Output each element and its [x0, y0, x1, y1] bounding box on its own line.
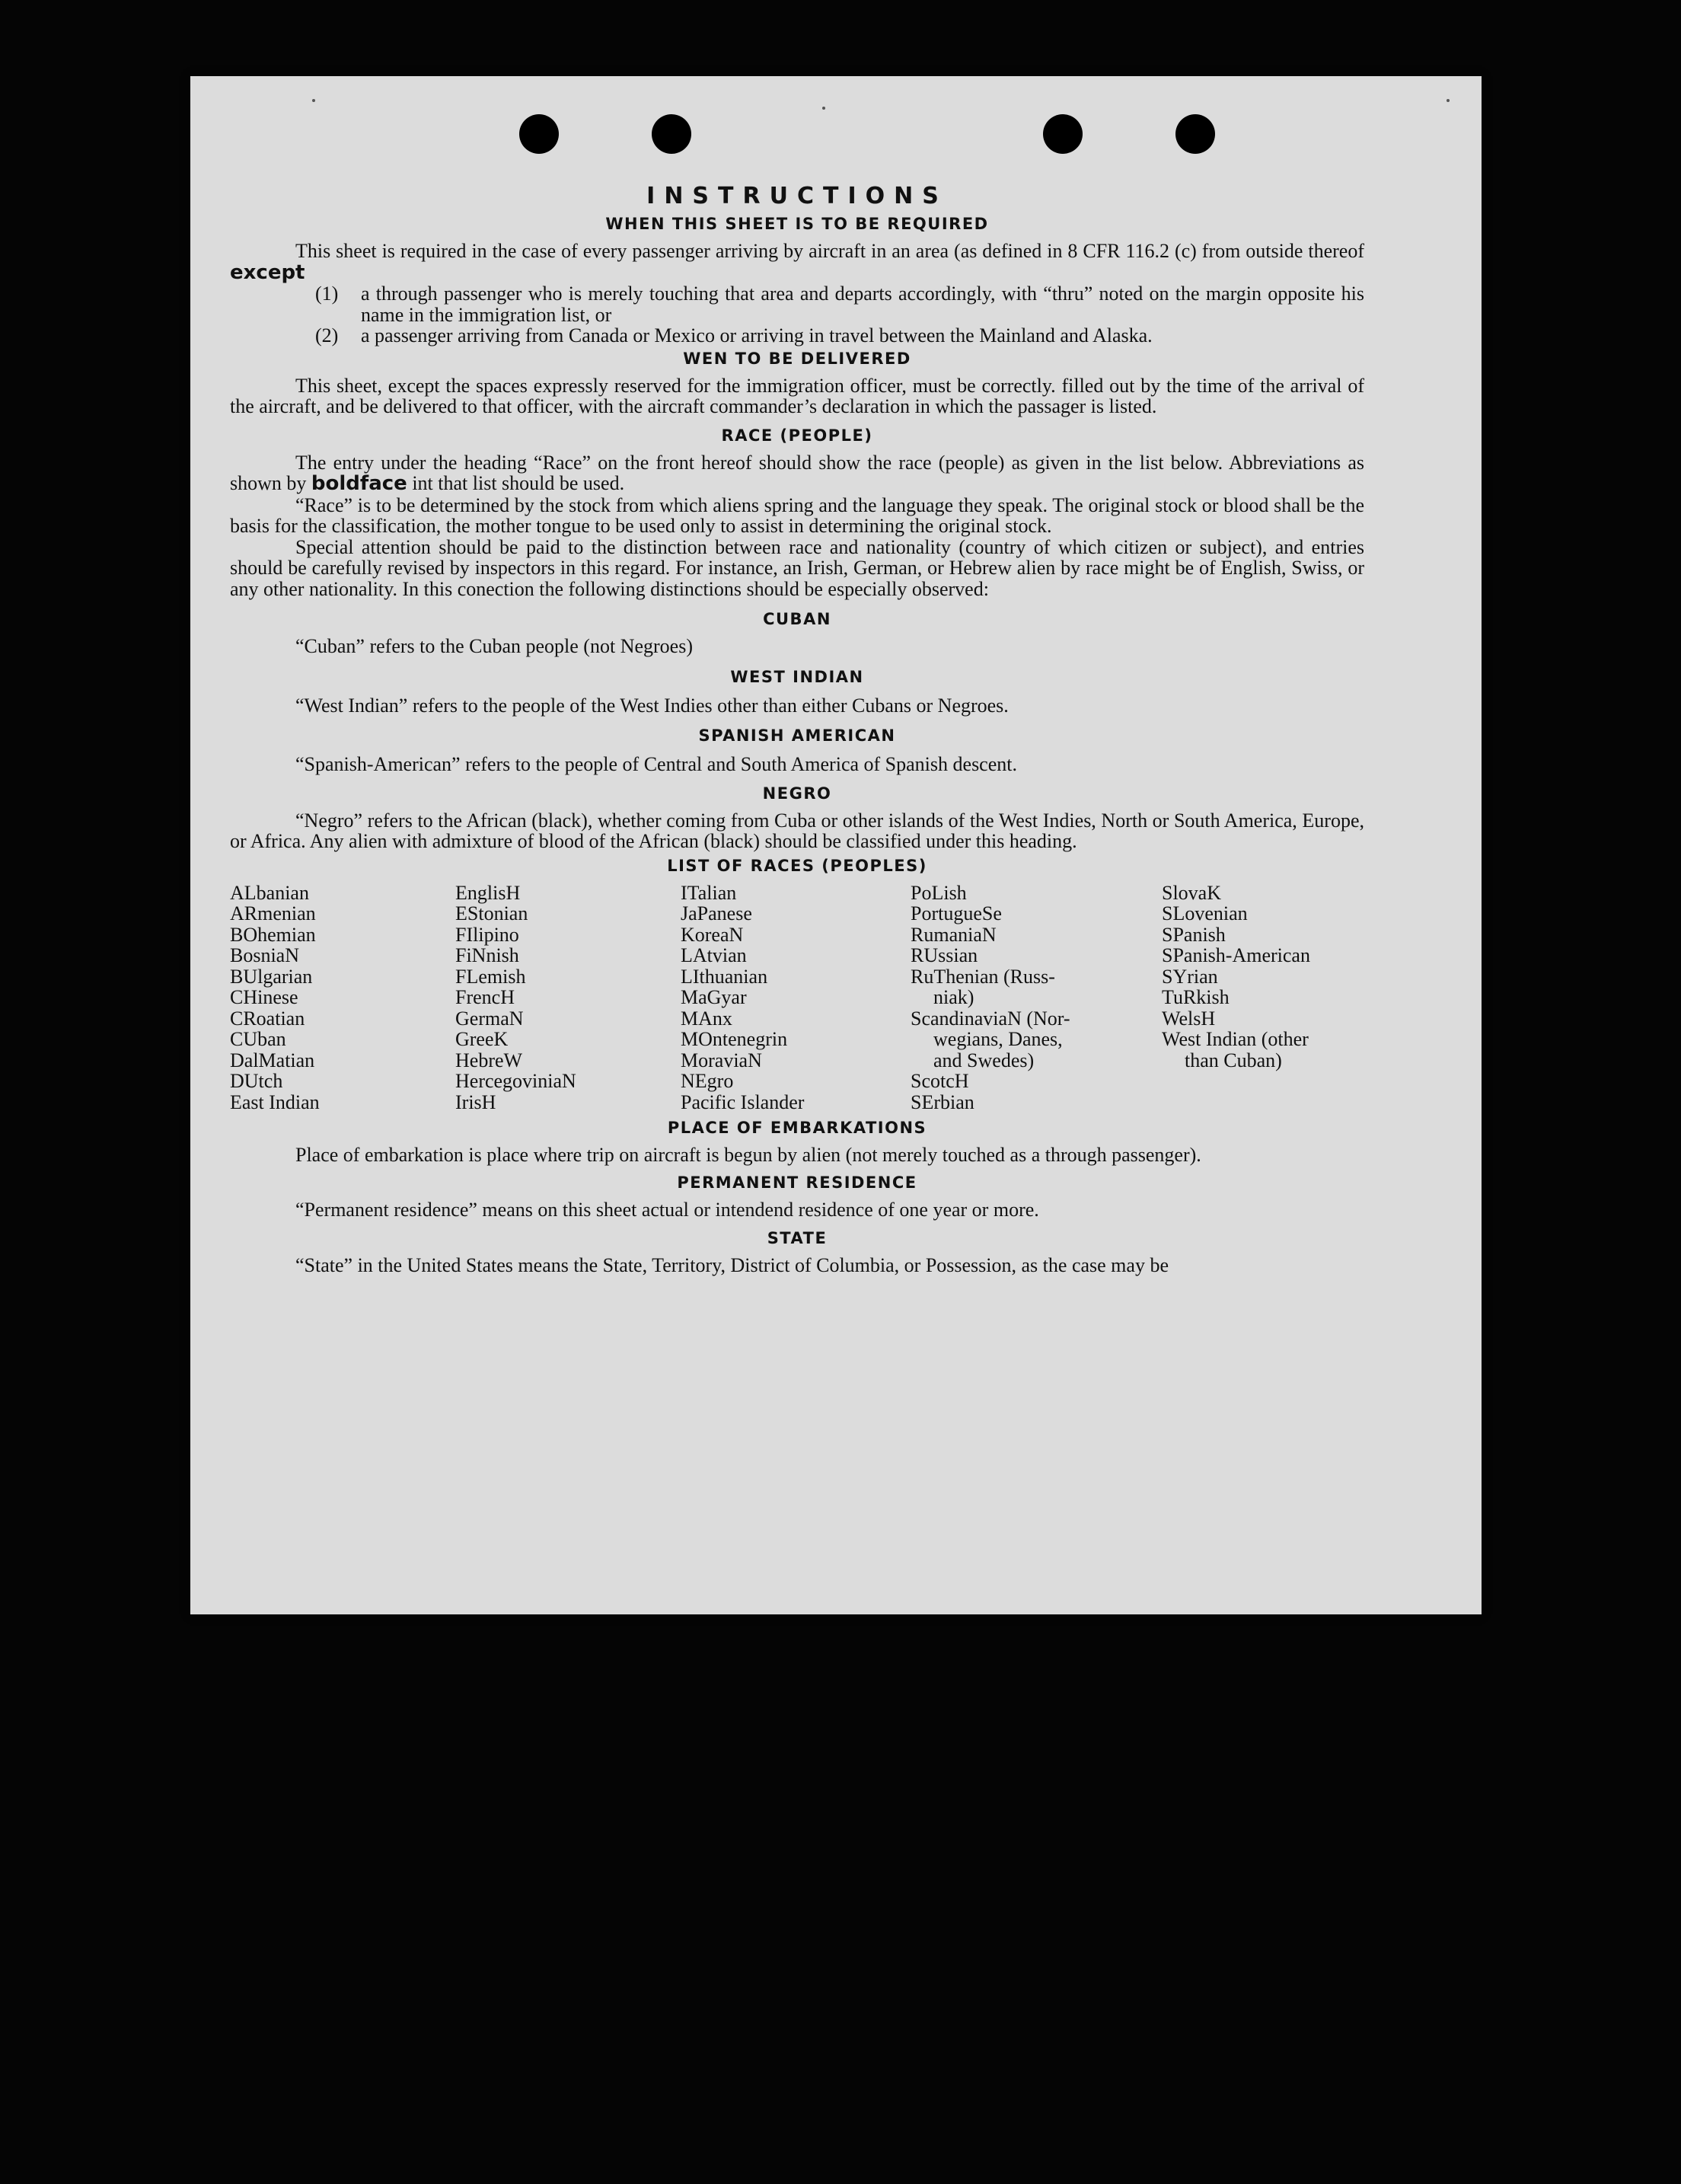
- document-sheet: [190, 76, 1482, 1614]
- race-entry: ARmenian: [230, 902, 316, 924]
- boldface-emphasis: boldface: [311, 472, 407, 495]
- race-entry: FiNnish: [455, 944, 519, 966]
- races-table: [230, 883, 1364, 1113]
- race-entry: PortugueSe: [911, 902, 1002, 924]
- section-title-cuban: CUBAN: [763, 610, 831, 628]
- section-title-west-indian: WEST INDIAN: [730, 667, 864, 686]
- races-column: [1162, 883, 1364, 1113]
- punch-hole: [652, 114, 691, 154]
- spanish-american-text: “Spanish-American” refers to the people of Central and South America of Spanish descent.: [295, 753, 1017, 775]
- race-entry: HebreW: [455, 1049, 523, 1071]
- list-item: (1) a through passenger who is merely touching that area and departs accordingly, with “thru” noted on the margin opposite his name in the immigration list, or: [315, 283, 1364, 326]
- section-title-embarkation: PLACE OF EMBARKATIONS: [667, 1119, 927, 1137]
- race-entry: MoraviaN: [681, 1049, 762, 1071]
- state-text: “State” in the United States means the State, Territory, District of Columbia, or Possession, as the case may be: [295, 1254, 1169, 1276]
- race-entry: SLovenian: [1162, 902, 1248, 924]
- races-column: [230, 883, 455, 1113]
- race-entry: MAnx: [681, 1007, 732, 1030]
- race-entry: EnglisH: [455, 881, 521, 904]
- race-entry: CRoatian: [230, 1007, 305, 1030]
- race-paragraph-2: “Race” is to be determined by the stock from which aliens spring and the language they speak. The original stock or blood shall be the basis for the classification, the mother tongue to be used only to assist in determining the original stock.: [230, 493, 1364, 537]
- race-entry: HercegoviniaN: [455, 1070, 576, 1092]
- dust-speck: [822, 107, 825, 110]
- section-title-list-of-races: LIST OF RACES (PEOPLES): [667, 856, 927, 875]
- race-entry: CUban: [230, 1028, 286, 1050]
- race-entry: LIthuanian: [681, 965, 768, 988]
- race-entry: LAtvian: [681, 944, 747, 966]
- punch-hole: [519, 114, 559, 154]
- residence-text: “Permanent residence” means on this sheet actual or intendend residence of one year or more.: [295, 1198, 1039, 1221]
- race-entry: SYrian: [1162, 965, 1218, 988]
- race-entry: ScotcH: [911, 1070, 969, 1092]
- race-entry-continued: and Swedes): [933, 1049, 1035, 1071]
- race-entry: RUssian: [911, 944, 978, 966]
- cuban-text: “Cuban” refers to the Cuban people (not Negroes): [295, 635, 693, 657]
- race-entry: SlovaK: [1162, 881, 1221, 904]
- negro-text: “Negro” refers to the African (black), whether coming from Cuba or other islands of the West Indies, North or South America, Europe, or Africa. Any alien with admixture of blood of the African (black) should be classified under this heading.: [230, 809, 1364, 852]
- race-entry: KoreaN: [681, 923, 744, 946]
- race-entry-continued: wegians, Danes,: [933, 1028, 1063, 1050]
- race-entry: MOntenegrin: [681, 1028, 788, 1050]
- punch-hole: [1175, 114, 1215, 154]
- section-title-residence: PERMANENT RESIDENCE: [677, 1173, 917, 1192]
- instructions-text: [230, 183, 1364, 1276]
- race-entry: SPanish: [1162, 923, 1226, 946]
- race-entry: NEgro: [681, 1070, 734, 1092]
- race-entry: RumaniaN: [911, 923, 997, 946]
- race-entry: DalMatian: [230, 1049, 315, 1071]
- race-paragraph-1: The entry under the heading “Race” on the front hereof should show the race (people) as given in the list below. Abbreviations as shown by boldface int that list should be used.: [230, 451, 1364, 495]
- race-entry: ALbanian: [230, 881, 309, 904]
- races-column: [911, 883, 1162, 1113]
- race-entry: PoLish: [911, 881, 967, 904]
- race-entry: SErbian: [911, 1090, 974, 1113]
- race-entry: GreeK: [455, 1028, 509, 1050]
- race-entry: BosniaN: [230, 944, 299, 966]
- section-title-state: STATE: [767, 1229, 828, 1247]
- race-entry-continued: than Cuban): [1185, 1049, 1282, 1071]
- section-title-delivered: WEN TO BE DELIVERED: [683, 349, 911, 368]
- west-indian-text: “West Indian” refers to the people of the West Indies other than either Cubans or Negroes.: [295, 694, 1009, 717]
- punch-hole: [1043, 114, 1083, 154]
- race-entry: DUtch: [230, 1070, 283, 1092]
- delivered-text: This sheet, except the spaces expressly reserved for the immigration officer, must be correctly. filled out by the time of the arrival of the aircraft, and be delivered to that officer, with the aircraft commander’s declaration in which the passager is listed.: [230, 374, 1364, 417]
- required-intro: This sheet is required in the case of every passenger arriving by aircraft in an area (as defined in 8 CFR 116.2 (c) from outside thereof except: [230, 240, 1364, 284]
- race-entry: CHinese: [230, 986, 298, 1008]
- race-entry: BOhemian: [230, 923, 316, 946]
- race-entry: IrisH: [455, 1090, 496, 1113]
- race-entry: SPanish-American: [1162, 944, 1310, 966]
- race-entry: GermaN: [455, 1007, 524, 1030]
- dust-speck: [312, 99, 315, 102]
- race-entry-continued: niak): [933, 986, 974, 1008]
- page-heading: INSTRUCTIONS: [646, 183, 948, 209]
- section-title-spanish-american: SPANISH AMERICAN: [698, 726, 896, 745]
- section-title-race: RACE (PEOPLE): [721, 426, 873, 445]
- race-entry: JaPanese: [681, 902, 752, 924]
- race-entry: ScandinaviaN (Nor-: [911, 1007, 1070, 1030]
- except-emphasis: except: [230, 260, 305, 284]
- race-entry: MaGyar: [681, 986, 747, 1008]
- races-column: [681, 883, 911, 1113]
- race-entry: FLemish: [455, 965, 526, 988]
- races-column: [455, 883, 681, 1113]
- race-entry: FIlipino: [455, 923, 519, 946]
- section-title-required: WHEN THIS SHEET IS TO BE REQUIRED: [605, 215, 989, 233]
- race-entry: RuThenian (Russ-: [911, 965, 1055, 988]
- race-entry: Pacific Islander: [681, 1090, 805, 1113]
- dust-speck: [1447, 99, 1450, 102]
- race-entry: West Indian (other: [1162, 1028, 1309, 1050]
- race-entry: East Indian: [230, 1090, 320, 1113]
- race-entry: WelsH: [1162, 1007, 1216, 1030]
- race-entry: TuRkish: [1162, 986, 1230, 1008]
- race-entry: ITalian: [681, 881, 737, 904]
- race-entry: BUlgarian: [230, 965, 313, 988]
- section-title-negro: NEGRO: [762, 784, 832, 803]
- embarkation-text: Place of embarkation is place where trip on aircraft is begun by alien (not merely touched as a through passenger).: [295, 1144, 1201, 1166]
- list-item: (2) a passenger arriving from Canada or Mexico or arriving in travel between the Mainland and Alaska.: [315, 324, 1153, 346]
- race-entry: FrencH: [455, 986, 515, 1008]
- race-entry: EStonian: [455, 902, 528, 924]
- race-paragraph-3: Special attention should be paid to the distinction between race and nationality (country of which citizen or subject), and entries should be carefully revised by inspectors in this regard. For instance, an Irish, German, or Hebrew alien by race might be of English, Swiss, or any other nationality. In this conection the following distinctions should be especially observed:: [230, 535, 1364, 600]
